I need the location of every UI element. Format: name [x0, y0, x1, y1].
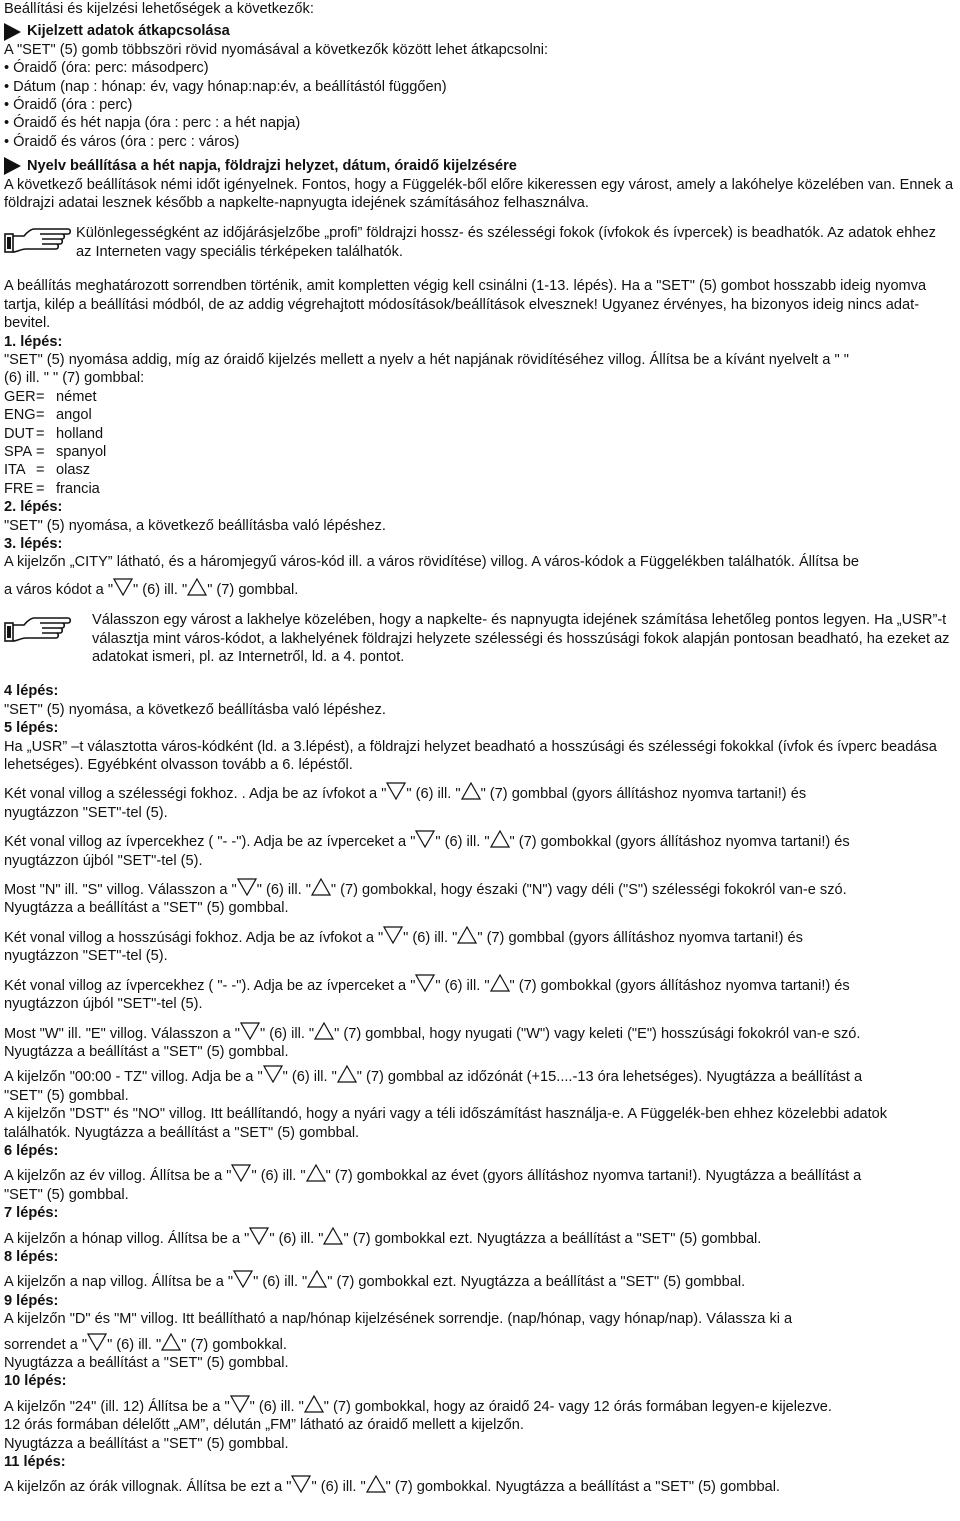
text-span: " (6) ill. " — [435, 834, 490, 851]
paragraph: "SET" (5) nyomása, a következő beállításba való lépéshez. — [4, 517, 386, 534]
text-span: " (7) gombokkal az évet (gyors állításhoz nyomva tartani!). Nyugtázza a beállítást a — [325, 1168, 862, 1185]
text-span: " (7) gombokkal (gyors állításhoz nyomva tartani!) és — [509, 977, 850, 994]
text-span: Két vonal villog a szélességi fokhoz. . Adja be az ívfokot a " — [4, 786, 387, 803]
language-name: spanyol — [56, 443, 107, 460]
step-label: 10 lépés: — [4, 1373, 67, 1390]
text-span: Nyugtázza a beállítást a "SET" (5) gombbal. — [4, 1435, 289, 1452]
instruction — [4, 974, 954, 1014]
text-span: " (6) ill. " — [256, 882, 311, 899]
up-triangle-icon — [187, 578, 207, 596]
language-row — [4, 406, 954, 424]
language-code: DUT — [4, 425, 34, 442]
equals-sign: = — [36, 480, 45, 497]
text-span: nyugtázzon újból "SET"-tel (5). — [4, 852, 203, 869]
note-text: Különlegességként az időjárásjelzőbe „profi” földrajzi hossz- és szélességi fokok (ívfokok és ívpercek) is beadhatók. Az adatok ehhez az Interneten vagy speciális térképeken találhatók. — [76, 225, 936, 260]
down-triangle-icon — [386, 782, 406, 800]
text-span: " (7) gombbal az időzónát (+15....-13 óra lehetséges). Nyugtázza a beállítást a — [356, 1069, 863, 1086]
language-name: holland — [56, 425, 104, 442]
up-triangle-icon — [306, 1164, 326, 1182]
text-span: " (7) gombbal (gyors állításhoz nyomva tartani!) és — [480, 786, 807, 803]
note-text: Válasszon egy várost a lakhelye közelében, hogy a napkelte- és napnyugta idejének számítása lehetőleg pontos legyen. Ha „USR”-t választja mint város-kódot, a lakhelyének földrajzi helyzete szélességi és hosszúsági fokok alapján pontosan beadható, ha ezeket az adatokat ismeri, pl. az Internetről, ld. a 4. pontot. — [92, 612, 950, 665]
instruction — [4, 1065, 954, 1105]
text-span: a város kódot a " — [4, 581, 114, 598]
text-span: A kijelzőn az órák villognak. Állítsa be ezt a " — [4, 1479, 292, 1496]
text-span: A kijelzőn "24" (ill. 12) Állítsa be a " — [4, 1398, 230, 1415]
section-heading-settings — [4, 157, 954, 175]
step-label: 5 lépés: — [4, 720, 59, 737]
language-row — [4, 425, 954, 443]
text-span: " (7) gombokkal, hogy északi ("N") vagy déli ("S") szélességi fokokról van-e szó. — [330, 882, 847, 899]
text-span: " (7) gombbal (gyors állításhoz nyomva tartani!) és — [477, 929, 803, 946]
instruction — [4, 926, 954, 966]
instruction — [4, 1164, 954, 1204]
paragraph: Ha „USR” –t választotta város-kódként (ld. a 3.lépést), a földrajzi helyzet beadható a hosszúsági és szélességi fokokkal (ívfok és ívperc beadása lehetséges). Egyébként olvasson tovább a 6. lépéstől. — [4, 738, 937, 774]
down-triangle-icon — [233, 1270, 253, 1288]
up-triangle-icon — [314, 1022, 334, 1040]
up-triangle-icon — [304, 1395, 324, 1413]
paragraph: "SET" (5) nyomása addig, míg az óraidő kijelzés mellett a nyelv a hét napjának rövidítéséhez villog. Állítsa be a kívánt nyelvelt a " " — [4, 351, 849, 368]
language-code: ENG — [4, 407, 36, 424]
list-item: • Dátum (nap : hónap: év, vagy hónap:nap:év, a beállítástól függően) — [4, 78, 954, 96]
paragraph: A kijelzőn "DST" és "NO" villog. Itt beállítandó, hogy a nyári vagy a téli időszámítást használja-e. A Függelék-ben ehhez közelebbi adatok találhatók. Nyugtázza a beállítást a "SET" (5) gombbal. — [4, 1106, 888, 1141]
step-label: 1. lépés: — [4, 333, 63, 350]
up-triangle-icon — [490, 974, 510, 992]
text-span: " (6) ill. " — [269, 1230, 324, 1247]
down-triangle-icon — [237, 878, 257, 896]
equals-sign: = — [36, 388, 45, 405]
text-span: A kijelzőn a nap villog. Állítsa be a " — [4, 1274, 234, 1291]
text-span: "SET" (5) gombbal. — [4, 1186, 129, 1203]
down-triangle-icon — [263, 1065, 283, 1083]
text-span: " (6) ill. " — [253, 1274, 308, 1291]
up-triangle-icon — [457, 926, 477, 944]
step-label: 11 lépés: — [4, 1454, 66, 1471]
document-page — [4, 0, 954, 1497]
text-span: " (7) gombbal. — [207, 581, 299, 598]
step-label: 2. lépés: — [4, 499, 63, 516]
section-heading-display — [4, 22, 954, 40]
step-label: 8 lépés: — [4, 1248, 59, 1265]
text-span: Két vonal villog az ívpercekhez ( "- -"). Adja be az ívperceket a " — [4, 834, 416, 851]
text-span: " (6) ill. " — [251, 1168, 306, 1185]
text-span: Két vonal villog az ívpercekhez ( "- -"). Adja be az ívperceket a " — [4, 977, 416, 994]
list-item: • Óraidő (óra: perc: másodperc) — [4, 59, 954, 77]
instruction — [4, 1475, 954, 1496]
section-lead: A "SET" (5) gomb többszöri rövid nyomásával a következők között lehet átkapcsolni: — [4, 41, 549, 58]
language-name: olasz — [56, 462, 91, 479]
instruction — [4, 1333, 954, 1373]
instruction — [4, 1270, 954, 1291]
list-item: • Óraidő és város (óra : perc : város) — [4, 133, 954, 151]
text-span: " (6) ill. " — [282, 1069, 337, 1086]
up-triangle-icon — [366, 1475, 386, 1493]
down-triangle-icon — [230, 1395, 250, 1413]
text-span: " (6) ill. " — [406, 786, 461, 803]
instruction — [4, 1395, 954, 1453]
text-span: nyugtázzon "SET"-tel (5). — [4, 804, 168, 821]
text-span: Most "N" ill. "S" villog. Válasszon a " — [4, 882, 237, 899]
note-block — [4, 224, 954, 261]
up-triangle-icon — [311, 878, 331, 896]
instruction — [4, 1227, 954, 1248]
text-span: " (7) gombokkal. — [181, 1336, 287, 1353]
language-code: FRE — [4, 480, 34, 497]
down-triangle-icon — [415, 830, 435, 848]
text-span: " (7) gombbal, hogy nyugati ("W") vagy keleti ("E") hosszúsági fokokról van-e szó. — [334, 1025, 861, 1042]
pointing-hand-icon — [4, 224, 76, 261]
down-triangle-icon — [231, 1164, 251, 1182]
language-code: ITA — [4, 462, 26, 479]
paragraph: A kijelzőn "D" és "M" villog. Itt beállítható a nap/hónap kijelzésének sorrendje. (nap/hónap, vagy hónap/nap). Válassza ki a — [4, 1311, 793, 1328]
equals-sign: = — [36, 425, 45, 442]
down-triangle-icon — [113, 578, 133, 596]
list-item: • Óraidő és hét napja (óra : perc : a hét napja) — [4, 114, 954, 132]
text-span: " (7) gombokkal, hogy az óraidő 24- vagy 12 órás formában legyen-e kijelezve. — [323, 1398, 832, 1415]
text-span: " (6) ill. " — [403, 929, 458, 946]
language-name: német — [56, 388, 97, 405]
paragraph — [4, 578, 954, 599]
play-arrow-icon — [4, 23, 21, 41]
paragraph: "SET" (5) nyomása, a következő beállításba való lépéshez. — [4, 701, 386, 718]
paragraph: A következő beállítások némi időt igényelnek. Fontos, hogy a Függelék-ből előre kikeressen egy várost, amely a lakóhelye közelében van. Ennek a földrajzi adatai lesznek később a napkelte-napnyugta idejének számításához felhasználva. — [4, 176, 954, 212]
text-span: A kijelzőn a hónap villog. Állítsa be a " — [4, 1230, 250, 1247]
text-span: A kijelzőn az év villog. Állítsa be a " — [4, 1168, 232, 1185]
up-triangle-icon — [490, 830, 510, 848]
paragraph: A beállítás meghatározott sorrendben történik, amit kompletten végig kell csinálni (1-13. lépés). Ha a "SET" (5) gombot hosszabb ideig nyomva tartja, kilép a beállítási módból, de az addig végrehajtott módosítások/beállítások elvesznek! Ugyanez érvényes, ha bizonyos ideig nincs adat-bevitel. — [4, 278, 927, 332]
text-span: " (7) gombokkal. Nyugtázza a beállítást a "SET" (5) gombbal. — [385, 1479, 780, 1496]
equals-sign: = — [36, 462, 45, 479]
text-span: " (6) ill. " — [133, 581, 188, 598]
up-triangle-icon — [337, 1065, 357, 1083]
text-span: " (6) ill. " — [311, 1479, 366, 1496]
step-label: 6 lépés: — [4, 1142, 59, 1159]
text-span: "SET" (5) gombbal. — [4, 1087, 129, 1104]
play-arrow-icon — [4, 157, 21, 175]
instruction — [4, 782, 954, 822]
text-span: nyugtázzon "SET"-tel (5). — [4, 948, 168, 965]
equals-sign: = — [36, 407, 45, 424]
down-triangle-icon — [240, 1022, 260, 1040]
section-title: Kijelzett adatok átkapcsolása — [27, 23, 230, 40]
section-title: Nyelv beállítása a hét napja, földrajzi helyzet, dátum, óraidő kijelzésére — [27, 158, 517, 175]
note-block — [4, 611, 954, 666]
instruction — [4, 878, 954, 918]
down-triangle-icon — [249, 1227, 269, 1245]
paragraph: (6) ill. " " (7) gombbal: — [4, 370, 145, 387]
text-span: " (7) gombokkal ezt. Nyugtázza a beállítást a "SET" (5) gombbal. — [343, 1230, 762, 1247]
text-span: A kijelzőn "00:00 - TZ" villog. Adja be a " — [4, 1069, 263, 1086]
up-triangle-icon — [461, 782, 481, 800]
text-span: Két vonal villog a hosszúsági fokhoz. Adja be az ívfokot a " — [4, 929, 384, 946]
text-span: " (7) gombokkal (gyors állításhoz nyomva tartani!) és — [509, 834, 850, 851]
text-span: 12 órás formában délelőtt „AM”, délután „FM” látható az óraidő mellett a kijelzőn. — [4, 1417, 524, 1434]
text-span: Nyugtázza a beállítást a "SET" (5) gombbal. — [4, 1355, 289, 1371]
text-span: Nyugtázza a beállítást a "SET" (5) gombbal. — [4, 900, 289, 917]
down-triangle-icon — [415, 974, 435, 992]
text-span: " (6) ill. " — [249, 1398, 304, 1415]
language-code: GER — [4, 388, 36, 405]
text-span: " (7) gombokkal ezt. Nyugtázza a beállítást a "SET" (5) gombbal. — [327, 1274, 746, 1291]
up-triangle-icon — [161, 1333, 181, 1351]
pointing-hand-icon — [4, 611, 92, 666]
language-row — [4, 388, 954, 406]
down-triangle-icon — [291, 1475, 311, 1493]
language-name: angol — [56, 407, 92, 424]
equals-sign: = — [36, 443, 45, 460]
text-span: Most "W" ill. "E" villog. Válasszon a " — [4, 1025, 240, 1042]
text-span: " (6) ill. " — [259, 1025, 315, 1042]
step-label: 9 lépés: — [4, 1292, 59, 1309]
text-span: nyugtázzon újból "SET"-tel (5). — [4, 996, 203, 1013]
instruction — [4, 830, 954, 870]
down-triangle-icon — [87, 1333, 107, 1351]
text-span: " (6) ill. " — [435, 977, 490, 994]
language-name: francia — [56, 480, 100, 497]
up-triangle-icon — [307, 1270, 327, 1288]
language-row — [4, 443, 954, 461]
list-item: • Óraidő (óra : perc) — [4, 96, 954, 114]
instruction — [4, 1022, 954, 1062]
text-span: Nyugtázza a beállítást a "SET" (5) gombbal. — [4, 1043, 289, 1060]
language-list — [4, 388, 954, 498]
language-row — [4, 480, 954, 498]
step-label: 3. lépés: — [4, 535, 63, 552]
step-label: 7 lépés: — [4, 1205, 59, 1222]
step-label: 4 lépés: — [4, 683, 59, 700]
intro-line: Beállítási és kijelzési lehetőségek a következők: — [4, 1, 314, 17]
language-code: SPA — [4, 443, 33, 460]
down-triangle-icon — [383, 926, 403, 944]
up-triangle-icon — [323, 1227, 343, 1245]
text-span: sorrendet a " — [4, 1336, 88, 1353]
language-row — [4, 461, 954, 479]
text-span: " (6) ill. " — [107, 1336, 162, 1353]
paragraph: A kijelzőn „CITY” látható, és a háromjegyű város-kód ill. a város rövidítése) villog. A város-kódok a Függelékben találhatók. Állítsa be — [4, 554, 859, 571]
